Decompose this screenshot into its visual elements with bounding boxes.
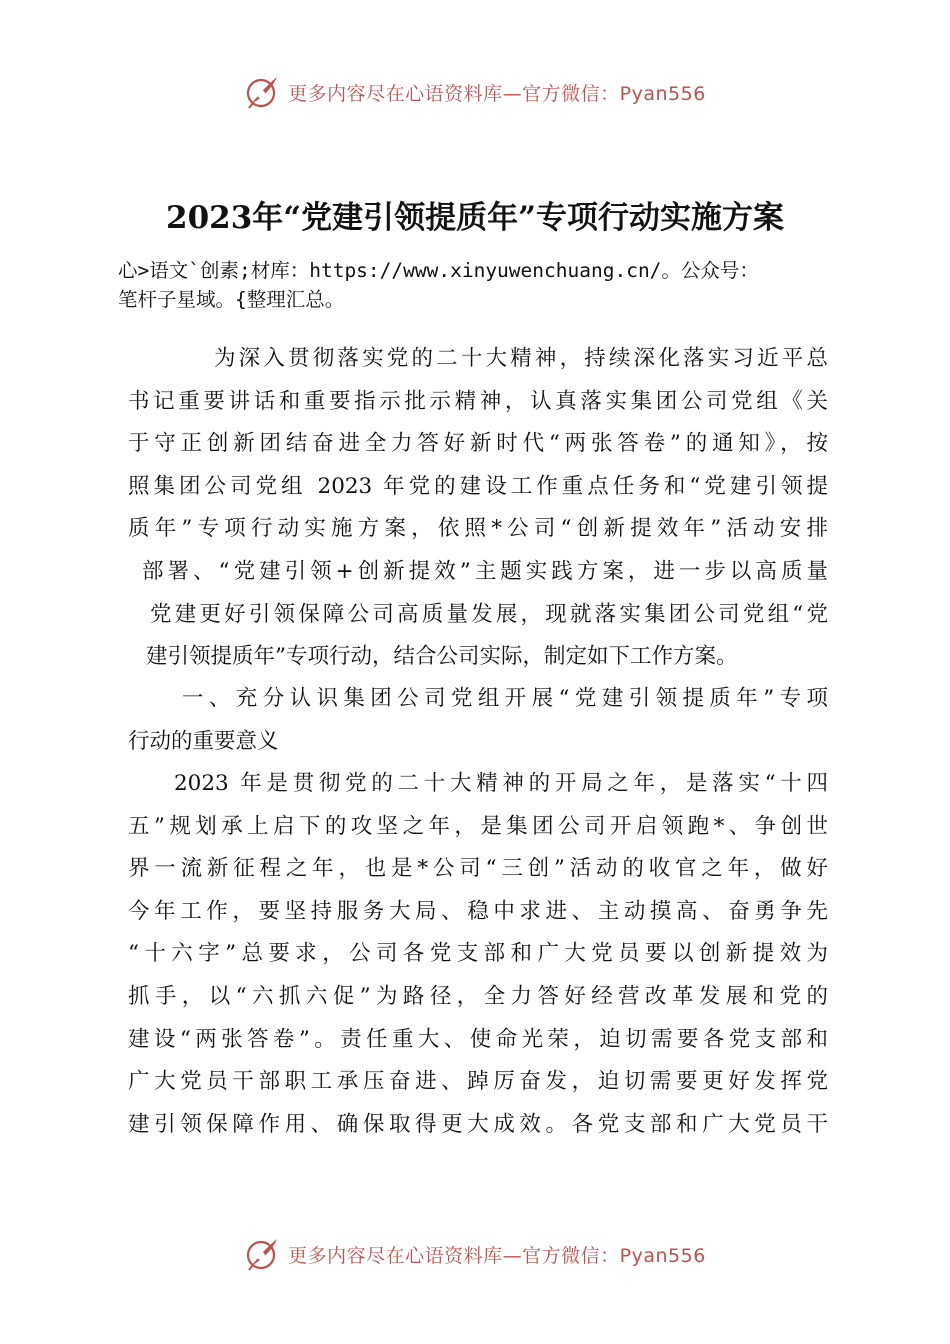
section-heading — [128, 678, 828, 763]
banner-text: 更多内容尽在心语资料库—官方微信： — [288, 82, 620, 105]
text-line: 为深入贯彻落实党的二十大精神，持续深化落实习近平总 — [214, 346, 828, 371]
quill-logo-icon — [244, 1236, 280, 1272]
text-line: 抓手，以“六抓六促”为路径，全力答好经营改革发展和党的 — [128, 983, 828, 1009]
footer-banner — [0, 1232, 950, 1276]
text-line: 建引领保障作用、确保取得更大成效。各党支部和广大党员干 — [128, 1111, 828, 1137]
text-line: 部署、“党建引领+创新提效”主题实践方案，进一步以高质量 — [142, 558, 828, 584]
source-note — [118, 256, 888, 314]
text-line: 党建更好引领保障公司高质量发展，现就落实集团公司党组“党 — [150, 601, 828, 627]
text-line: 2023 年是贯彻党的二十大精神的开局之年，是落实“十四 — [174, 771, 828, 796]
text-line: 今年工作，要坚持服务大局、稳中求进、主动摸高、奋勇争先 — [128, 898, 828, 924]
heading-line: 行动的重要意义 — [128, 728, 279, 754]
text-line: 照集团公司党组 2023 年党的建设工作重点任务和“党建引领提 — [128, 473, 828, 499]
banner-wechat-id: Pyan556 — [619, 82, 706, 105]
text-line: “十六字”总要求，公司各党支部和广大党员要以创新提效为 — [128, 941, 828, 967]
text-line: 广大党员干部职工承压奋进、踔厉奋发，迫切需要更好发挥党 — [128, 1069, 828, 1095]
quill-logo-icon — [244, 74, 280, 110]
body-paragraph — [128, 763, 828, 1146]
text-line: 建引领提质年”专项行动，结合公司实际，制定如下工作方案。 — [146, 644, 738, 670]
source-line: 笔杆子星域。{整理汇总。 — [118, 288, 345, 311]
header-banner — [0, 70, 950, 114]
text-line: 界一流新征程之年，也是*公司“三创”活动的收官之年，做好 — [128, 856, 828, 882]
heading-line: 一、充分认识集团公司党组开展“党建引领提质年”专项 — [182, 686, 828, 711]
text-line: 建设“两张答卷”。责任重大、使命光荣，迫切需要各党支部和 — [128, 1026, 828, 1052]
text-line: 书记重要讲话和重要指示批示精神，认真落实集团公司党组《关 — [128, 388, 828, 414]
document-title: 2023年“党建引领提质年”专项行动实施方案 — [166, 200, 784, 236]
text-line: 五”规划承上启下的攻坚之年，是集团公司开启领跑*、争创世 — [128, 813, 828, 839]
banner-wechat-id: Pyan556 — [619, 1244, 706, 1267]
intro-paragraph — [128, 338, 828, 679]
source-line: 心>语文`创素;材库：https://www.xinyuwenchuang.cn/。公众号： — [118, 259, 759, 282]
text-line: 于守正创新团结奋进全力答好新时代“两张答卷”的通知》，按 — [128, 431, 828, 457]
text-line: 质年”专项行动实施方案，依照*公司“创新提效年”活动安排 — [128, 516, 828, 542]
banner-text: 更多内容尽在心语资料库—官方微信： — [288, 1244, 620, 1267]
